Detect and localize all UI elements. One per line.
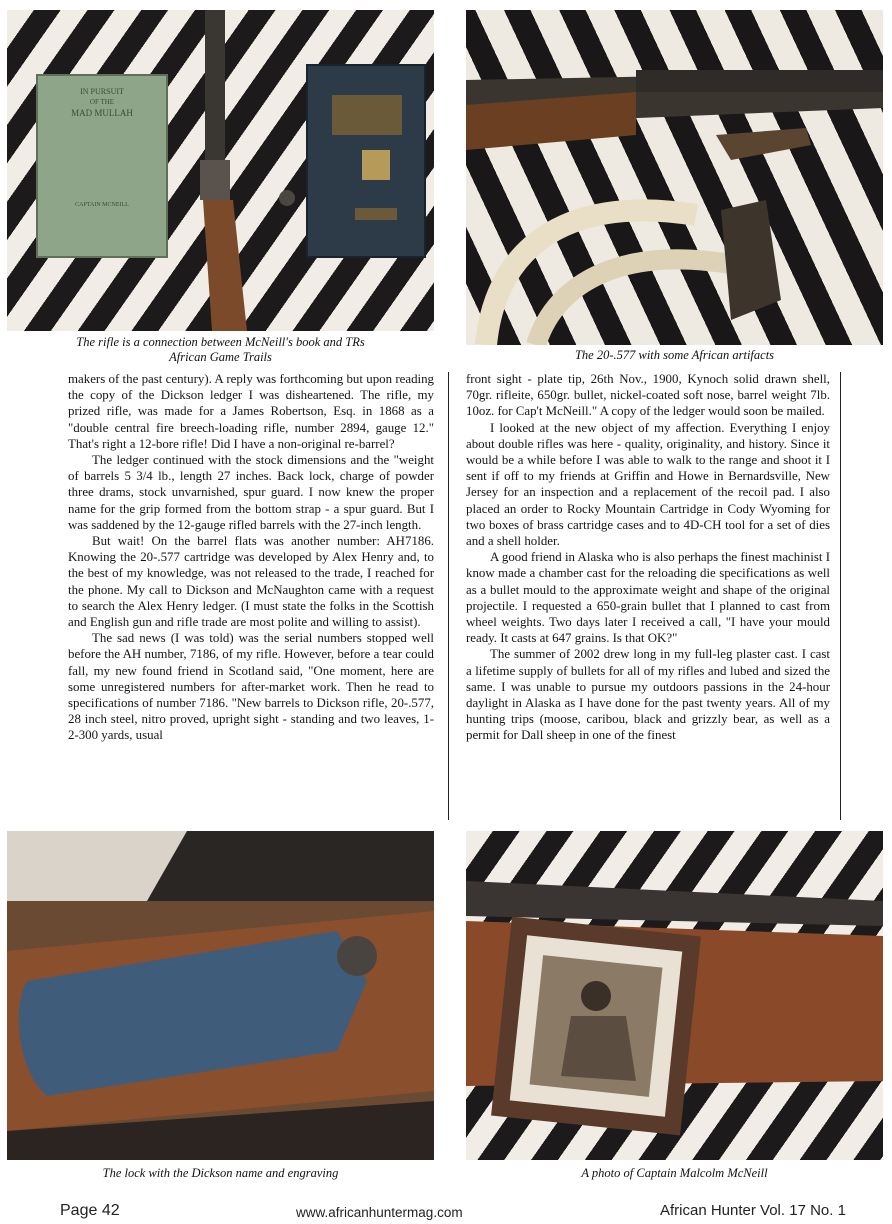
photo-lock-engraving-art [7, 831, 434, 1160]
photo-rifle-artifacts-caption [466, 348, 883, 363]
article-paragraph: front sight - plate tip, 26th Nov., 1900, Kynoch solid drawn shell, 70gr. rifleite, 650gr. bullet, nickel-coated soft nose, barrel weight 7lb. 10oz. for Cap't McNeill." A copy of the ledger would soon be mailed. [466, 372, 830, 419]
caption-line: African Game Trails [169, 350, 272, 364]
column-rule-right [840, 372, 841, 820]
book-author: CAPTAIN MCNEILL [75, 202, 129, 208]
photo-rifle-and-books [7, 10, 434, 331]
photo-captain-portrait-art [466, 831, 883, 1160]
photo-rifle-artifacts [466, 10, 883, 345]
photo-rifle-artifacts-art [466, 10, 883, 345]
photo-captain-portrait-caption [466, 1166, 883, 1181]
book-title-line1: IN PURSUIT [80, 87, 124, 96]
article-paragraph: The ledger continued with the stock dimensions and the "weight of barrels 5 3/4 lb., length 27 inches. Back lock, charge of powder three drams, stock unvarnished, spur guard. I now knew the proper name for the grip formed from the bottom strap - a spur guard. But I was saddened by the 12-gauge rifled barrels with the 27-inch length. [68, 453, 434, 532]
column-rule-left [448, 372, 449, 820]
caption-line: A photo of Captain Malcolm McNeill [581, 1166, 768, 1180]
article-paragraph: But wait! On the barrel flats was another number: AH7186. Knowing the 20-.577 cartridge was developed by Alex Henry and, to the best of my knowledge, was not released to the trade, I reached for the phone. My call to Dickson and McNaughton came with a request to search the Alex Henry ledger. (I must state the folks in the Scottish and English gun and rifle trade are most polite and willing to assist). [68, 534, 434, 630]
article-left-column [68, 371, 434, 744]
article-paragraph: I looked at the new object of my affection. Everything I enjoy about double rifles was here - quality, originality, and history. Since it would be a while before I was able to walk to the range and shoot it I sent if off to my friends at Griffin and Howe in Bernardsville, New Jersey for an inspection and a replacement of the recoil pad. I also placed an order to Rocky Mountain Cartridge in Cody Wyoming for two boxes of brass cartridge cases and to 4D-CH tool for a set of dies and a shell holder. [466, 420, 830, 549]
article-paragraph: The summer of 2002 drew long in my full-leg plaster cast. I cast a lifetime supply of bullets for all of my rifles and lubed and sized the same. I was unable to pursue my outdoors passions in the 24-hour daylight in Alaska as I have done for the past twenty years. All of my hunting trips (moose, caribou, black and grizzly bear, as well as a permit for Dall sheep in one of the finest [466, 647, 830, 743]
book-title-line2: OF THE [89, 98, 115, 106]
photo-lock-engraving-caption [7, 1166, 434, 1181]
page-number: Page 42 [60, 1202, 120, 1219]
article-paragraph: A good friend in Alaska who is also perhaps the finest machinist I know made a chamber cast for the reloading die specifications as well as a bullet mould to the approximate weight and shape of the original projectile. I requested a 650-grain bullet that I planned to cast from wheel weights. Two days later I received a call, "I have your mould ready. It casts at 647 grains. Is that OK?" [466, 550, 830, 646]
caption-line: The 20-.577 with some African artifacts [574, 348, 775, 362]
caption-line: The rifle is a connection between McNeill's book and TRs [76, 335, 365, 349]
article-paragraph: makers of the past century). A reply was forthcoming but upon reading the copy of the Dickson ledger I was disheartened. The rifle, my prized rifle, was made for a James Robertson, Esq. in 1868 as a "double central fire breech-loading rifle, number 2894, gauge 12." That's right a 12-bore rifle! Did I have a non-original re-barrel? [68, 372, 434, 451]
article-right-column [466, 371, 830, 744]
issue-label: African Hunter Vol. 17 No. 1 [660, 1202, 846, 1219]
photo-rifle-and-books-art [7, 10, 434, 331]
caption-line: The lock with the Dickson name and engraving [102, 1166, 339, 1180]
photo-rifle-and-books-caption [7, 335, 434, 365]
photo-captain-portrait [466, 831, 883, 1160]
photo-lock-engraving [7, 831, 434, 1160]
article-paragraph: The sad news (I was told) was the serial numbers stopped well before the AH number, 7186, of my rifle. However, before a tear could fall, my new found friend in Scotland said, "One moment, here are some unregistered numbers for after-market work. Then he read to specifications of number 7186. "New barrels to Dickson rifle, 20-.577, 28 inch steel, nitro proved, upright sight - standing and two leaves, 1-2-300 yards, usual [68, 631, 434, 743]
footer-url: www.africanhuntermag.com [296, 1205, 463, 1220]
book-title-line3: MAD MULLAH [71, 108, 133, 118]
